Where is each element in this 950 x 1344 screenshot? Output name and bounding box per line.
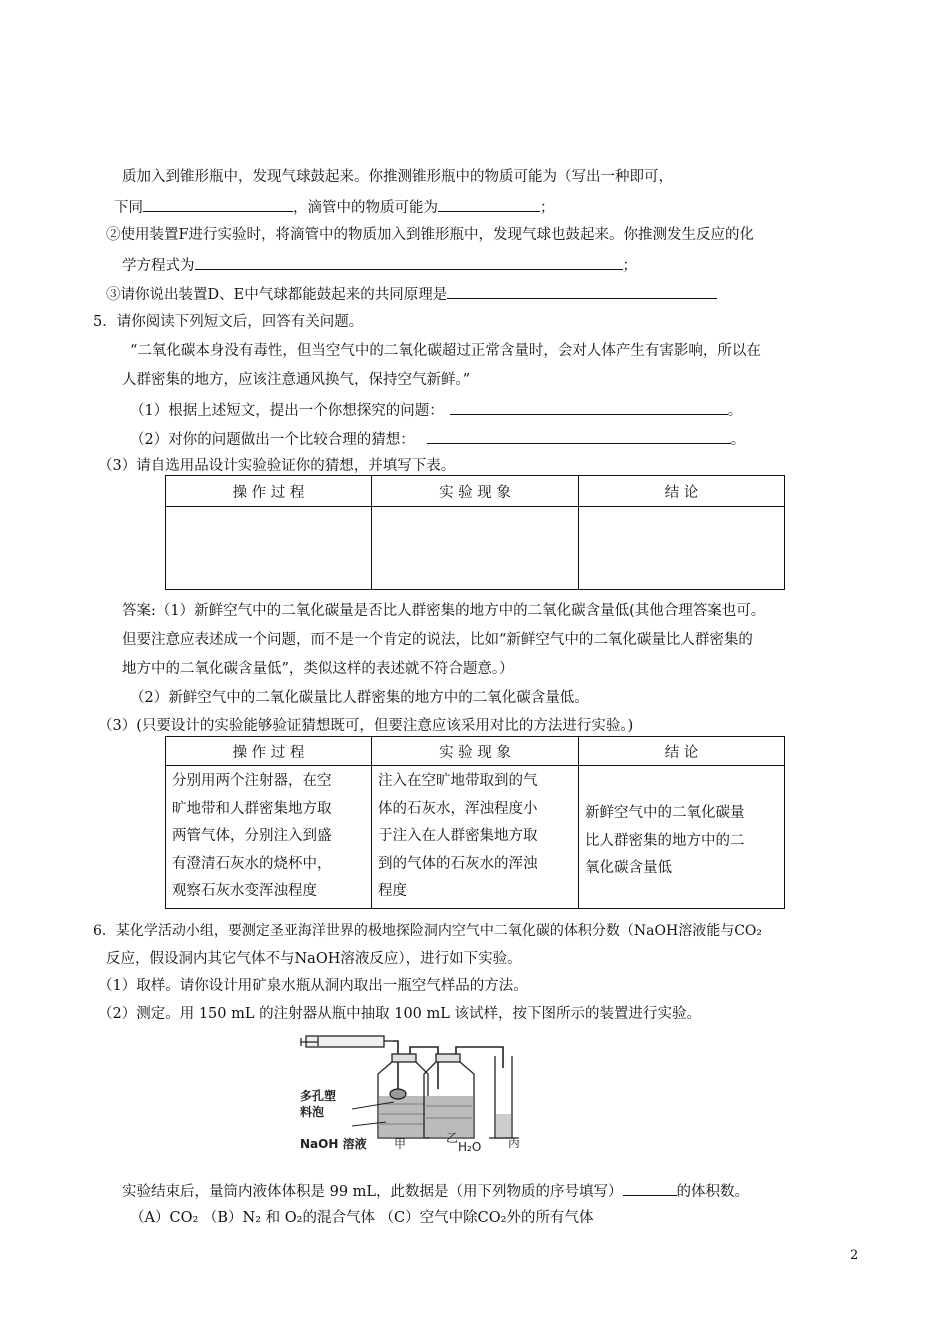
graduated-cylinder [489,1056,518,1138]
q4-line2-a: 下同 [114,200,143,216]
q6-options: （A）CO₂ （B）N₂ 和 O₂的混合气体 （C）空气中除CO₂外的所有气体 [130,1210,594,1226]
header-procedure: 操 作 过 程 [166,737,372,766]
q6-line1: 6．某化学活动小组，要测定圣亚海洋世界的极地探险洞内空气中二氧化碳的体积分数（NaOH溶液能与CO₂ [93,923,762,939]
q5-part2 [130,428,745,450]
header-conclusion: 结 论 [579,476,785,507]
experiment-table-blank [165,475,785,590]
header-phenomenon: 实 验 现 象 [372,737,579,766]
q4-line4-a: 学方程式为 [122,258,195,274]
q5-part1 [130,399,742,421]
answer-blank[interactable] [427,428,731,444]
q5-part1-text: （1）根据上述短文，提出一个你想探究的问题： [130,403,444,419]
q5-part1-end: 。 [727,403,743,419]
header-conclusion: 结 论 [579,737,785,766]
answer-blank[interactable] [143,196,293,212]
q5-quote-line1: “二氧化碳本身没有毒性，但当空气中的二氧化碳超过正常含量时，会对人体产生有害影响，所以在 [130,343,761,359]
q5-title: 5．请你阅读下列短文后，回答有关问题。 [93,314,364,330]
answer-blank[interactable] [447,283,717,299]
q4-line5 [106,283,717,305]
label-bing: 丙 [508,1136,521,1150]
apparatus-figure [298,1034,528,1152]
blank-cell-phenomenon[interactable] [372,507,579,590]
answer-cell-procedure: 分别用两个注射器，在空 旷地带和人群密集地方取 两管气体，分别注入到盛 有澄清石灰水的烧杯中， 观察石灰水变浑浊程度 [172,773,332,899]
answer-blank[interactable] [438,196,540,212]
q6-result [122,1180,749,1202]
q4-line4-b: ； [622,258,637,274]
q6-part1: （1）取样。请你设计用矿泉水瓶从洞内取出一瓶空气样品的方法。 [98,978,528,994]
q6-result-a: 实验结束后，量筒内液体体积是 99 mL，此数据是（用下列物质的序号填写） [122,1184,623,1200]
answer-line1: 答案:（1）新鲜空气中的二氧化碳量是否比人群密集的地方中的二氧化碳含量低(其他合理答案也可。 [122,603,766,619]
bottle-jia [378,1054,428,1138]
answer-blank[interactable] [450,399,728,415]
answer-cell-phenomenon: 注入在空旷地带取到的气 体的石灰水，浑浊程度小 于注入在人群密集地方取 到的气体的石灰水的浑浊 程度 [378,773,538,899]
q5-quote-line2: 人群密集的地方，应该注意通风换气，保持空气新鲜。” [122,372,471,388]
answer-line5: （3）(只要设计的实验能够验证猜想既可，但要注意应该采用对比的方法进行实验。) [98,718,634,734]
connecting-tubes [393,1041,503,1089]
syringe [301,1036,393,1047]
answer-blank[interactable] [195,254,623,270]
header-procedure: 操 作 过 程 [166,476,372,507]
q4-line4 [122,254,637,276]
q4-line5-text: ③请你说出装置D、E中气球都能鼓起来的共同原理是 [106,287,448,303]
label-foam-1: 多孔塑 [300,1089,337,1103]
q6-result-b: 的体积数。 [676,1184,750,1200]
q4-line1: 质加入到锥形瓶中，发现气球鼓起来。你推测锥形瓶中的物质可能为（写出一种即可， [122,169,673,185]
label-naoh: NaOH 溶液 [300,1137,367,1151]
blank-cell-procedure[interactable] [166,507,372,590]
q6-line2: 反应，假设洞内其它气体不与NaOH溶液反应），进行如下实验。 [106,951,522,967]
q4-line2-b: ，滴管中的物质可能为 [293,200,438,216]
experiment-table-answer [165,736,785,909]
blank-cell-conclusion[interactable] [579,507,785,590]
label-yi: 乙 [446,1131,459,1145]
header-phenomenon: 实 验 现 象 [372,476,579,507]
answer-line2: 但要注意应表述成一个问题，而不是一个肯定的说法，比如“新鲜空气中的二氧化碳量比人群密集的 [122,632,753,648]
q5-part2-end: 。 [730,432,746,448]
q4-line3: ②使用装置F进行实验时，将滴管中的物质加入到锥形瓶中，发现气球也鼓起来。你推测发生反应的化 [106,227,755,243]
answer-line3: 地方中的二氧化碳含量低”，类似这样的表述就不符合题意。） [122,661,514,677]
label-foam-2: 料泡 [300,1105,325,1119]
q4-line2-c: ； [540,200,555,216]
answer-line4: （2）新鲜空气中的二氧化碳量比人群密集的地方中的二氧化碳含量低。 [130,690,589,706]
q5-part3: （3）请自选用品设计实验验证你的猜想，并填写下表。 [98,458,456,474]
answer-cell-conclusion: 新鲜空气中的二氧化碳量 比人群密集的地方中的二 氧化碳含量低 [585,805,745,876]
label-water: H₂O [458,1140,482,1152]
q6-part2: （2）测定。用 150 mL 的注射器从瓶中抽取 100 mL 该试样，按下图所示的装置进行实验。 [98,1006,701,1022]
label-jia: 甲 [394,1137,407,1151]
q5-part2-text: （2）对你的问题做出一个比较合理的猜想： [130,432,415,448]
answer-blank[interactable] [623,1180,677,1196]
bottle-yi [424,1054,474,1138]
page-number: 2 [850,1248,859,1263]
q4-line2 [114,196,555,218]
